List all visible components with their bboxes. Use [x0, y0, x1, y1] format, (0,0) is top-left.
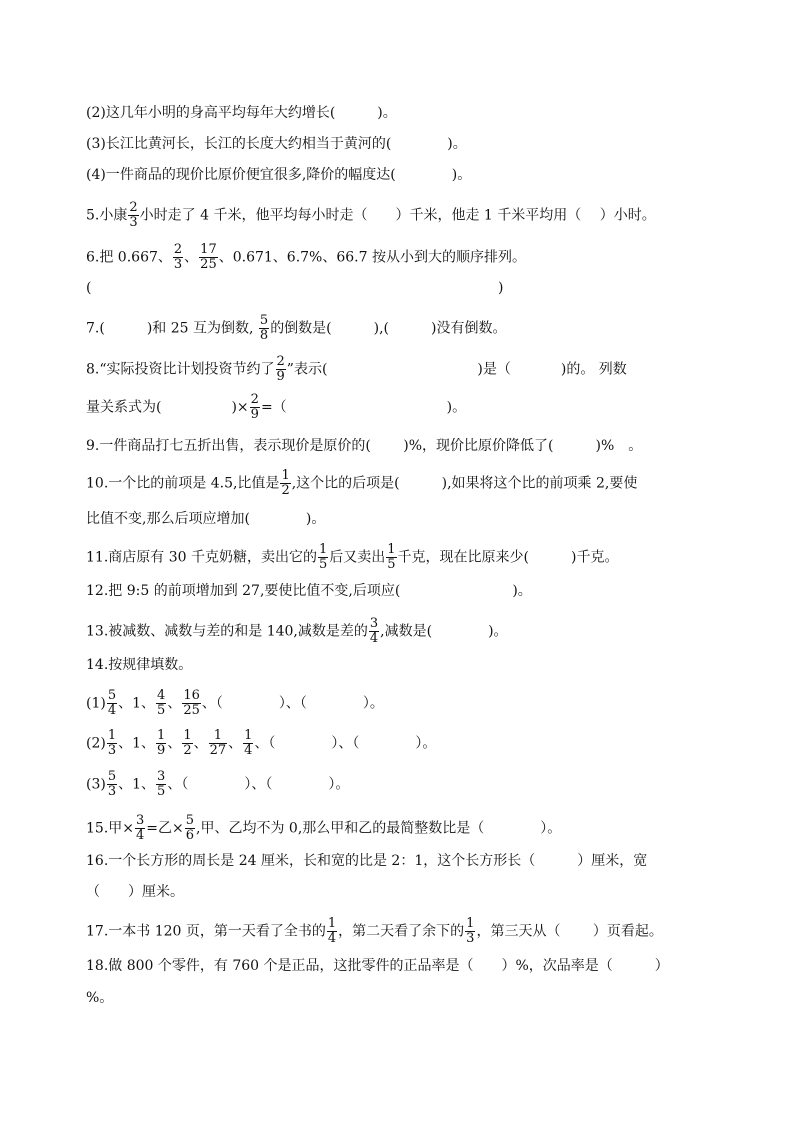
q6-answer-blank: [86, 279, 506, 297]
question-10-line1: [86, 469, 637, 498]
q6-open-paren: (: [86, 280, 92, 296]
q14-row-1: [86, 689, 384, 718]
q13-text-b: ,减数是( )。: [380, 623, 508, 640]
question-5: [86, 201, 656, 230]
q14-row-2: [86, 729, 436, 758]
q14-r2-fraction-1: $\frac{1}{3}$: [107, 728, 117, 758]
q15-text-c: ,甲、乙均不为 0,那么甲和乙的最简整数比是（ ）。: [196, 820, 562, 837]
q14-r1-blanks: 、（ ）、（ ）。: [201, 695, 384, 712]
q8-l2-text-b: =（: [260, 399, 287, 416]
q14-r3-sep1: 、1、: [118, 776, 156, 793]
question-6: [86, 243, 526, 272]
q17-fraction-2: $\frac{1}{3}$: [466, 916, 475, 946]
q5-fraction: $\frac{2}{3}$: [129, 200, 138, 230]
question-15: [86, 814, 561, 843]
question-17: [86, 917, 663, 946]
q14-r3-fraction-1: $\frac{5}{3}$: [107, 769, 117, 799]
q8-fraction: $\frac{2}{9}$: [276, 354, 285, 384]
q7-text-a: 7.( )和 25 互为倒数,: [86, 320, 258, 337]
q6-fraction-1: $\frac{2}{3}$: [173, 242, 183, 272]
q8-text-a: 8.“实际投资比计划投资节约了: [86, 361, 275, 378]
question-14-title: 14.按规律填数。: [86, 657, 193, 673]
q8-l2-fraction: $\frac{2}{9}$: [250, 392, 259, 422]
q6-close-paren: ): [498, 280, 504, 296]
q11-text-b: 后又卖出: [329, 549, 386, 566]
question-7: [86, 314, 507, 343]
q15-text-a: 15.甲×: [86, 820, 134, 837]
q14-r2-fraction-4: $\frac{1}{27}$: [209, 728, 227, 758]
question-11: [86, 543, 618, 572]
question-16-line1: 16.一个长方形的周长是 24 厘米，长和宽的比是 2：1，这个长方形长（ ）厘米，宽: [86, 853, 648, 869]
q14-r3-blanks: 、（ ）、（ ）。: [167, 776, 350, 793]
q15-fraction-2: $\frac{5}{6}$: [185, 813, 195, 843]
q11-text-c: 千克，现在比原来少( )千克。: [397, 549, 619, 566]
q14-r2-fraction-5: $\frac{1}{4}$: [244, 728, 253, 758]
q4-part4: (4)一件商品的现价比原价便宜很多,降价的幅度达( )。: [86, 167, 472, 183]
q11-text-a: 11.商店原有 30 千克奶糖，卖出它的: [86, 549, 317, 566]
q14-r3-fraction-2: $\frac{3}{5}$: [157, 769, 166, 799]
q8-text-e: )的。 列数: [560, 361, 627, 378]
q14-r2-fraction-2: $\frac{1}{9}$: [157, 728, 166, 758]
question-8-line2: [86, 393, 466, 422]
q15-fraction-1: $\frac{3}{4}$: [136, 813, 145, 843]
question-18-line1: 18.做 800 个零件，有 760 个是正品，这批零件的正品率是（ ）%，次品率是（ ）: [86, 958, 669, 974]
q8-text-b: ”表示(: [286, 361, 328, 378]
question-13: [86, 617, 508, 646]
q14-r3-label: (3): [86, 776, 106, 793]
q6-fraction-2: $\frac{17}{25}$: [200, 242, 217, 272]
q6-sep: 、: [184, 249, 199, 266]
q11-fraction-1: $\frac{1}{5}$: [318, 542, 328, 572]
question-16-line2: （ ）厘米。: [86, 884, 184, 900]
question-18-line2: %。: [86, 990, 114, 1006]
q6-text-b: 、0.671、6.7%、66.7 按从小到大的顺序排列。: [218, 249, 526, 266]
q5-text-a: 5.小康: [86, 207, 128, 224]
q5-text-b: 小时走了 4 千米，他平均每小时走（ ）千米，他走 1 千米平均用（ ）小时。: [139, 207, 656, 224]
q13-fraction: $\frac{3}{4}$: [369, 616, 379, 646]
question-8-line1: [86, 355, 627, 384]
q14-r2-sep1: 、1、: [118, 735, 156, 752]
q15-text-b: =乙×: [146, 820, 184, 837]
q14-r1-sep2: 、: [167, 695, 182, 712]
q14-r2-sep2: 、: [167, 735, 182, 752]
q8-l2-text-a: 量关系式为( )×: [86, 399, 249, 416]
q4-part3: (3)长江比黄河长，长江的长度大约相当于黄河的( )。: [86, 136, 467, 152]
q14-row-3: [86, 770, 349, 799]
q14-r2-sep4: 、: [228, 735, 243, 752]
q17-text-b: ，第二天看了余下的: [338, 923, 465, 940]
q10-text-a: 10.一个比的前项是 4.5,比值是: [86, 475, 280, 492]
q14-r1-fraction-1: $\frac{5}{4}$: [107, 688, 117, 718]
q11-fraction-2: $\frac{1}{5}$: [387, 542, 396, 572]
question-9: 9.一件商品打七五折出售，表示现价是原价的( )%，现价比原价降低了( )% 。: [86, 438, 643, 454]
q14-r1-fraction-2: $\frac{4}{5}$: [157, 688, 166, 718]
q17-text-a: 17.一本书 120 页，第一天看了全书的: [86, 923, 326, 940]
q14-r2-sep3: 、: [193, 735, 208, 752]
q8-text-c: )是（: [477, 361, 511, 378]
q7-fraction: $\frac{5}{8}$: [259, 313, 269, 343]
q14-r1-sep1: 、1、: [118, 695, 156, 712]
q14-r1-fraction-3: $\frac{16}{25}$: [183, 688, 200, 718]
q14-r1-label: (1): [86, 695, 106, 712]
q13-text-a: 13.被减数、减数与差的和是 140,减数是差的: [86, 623, 368, 640]
q17-fraction-1: $\frac{1}{4}$: [327, 916, 337, 946]
q14-r2-blanks: 、（ ）、（ ）。: [254, 735, 437, 752]
question-10-line2: 比值不变,那么后项应增加( )。: [86, 511, 326, 527]
q7-text-b: 的倒数是( ),( )没有倒数。: [270, 320, 507, 337]
q17-text-c: ，第三天从（ ）页看起。: [476, 923, 663, 940]
question-12: 12.把 9:5 的前项增加到 27,要使比值不变,后项应( )。: [86, 583, 532, 599]
q10-fraction: $\frac{1}{2}$: [281, 468, 290, 498]
q10-text-b: ,这个比的后项是( ),如果将这个比的前项乘 2,要使: [291, 475, 638, 492]
q8-l2-text-c: )。: [446, 399, 467, 416]
q6-text-a: 6.把 0.667、: [86, 249, 172, 266]
q14-r2-fraction-3: $\frac{1}{2}$: [183, 728, 192, 758]
q4-part2: (2)这几年小明的身高平均每年大约增长( )。: [86, 105, 397, 121]
q14-r2-label: (2): [86, 735, 106, 752]
